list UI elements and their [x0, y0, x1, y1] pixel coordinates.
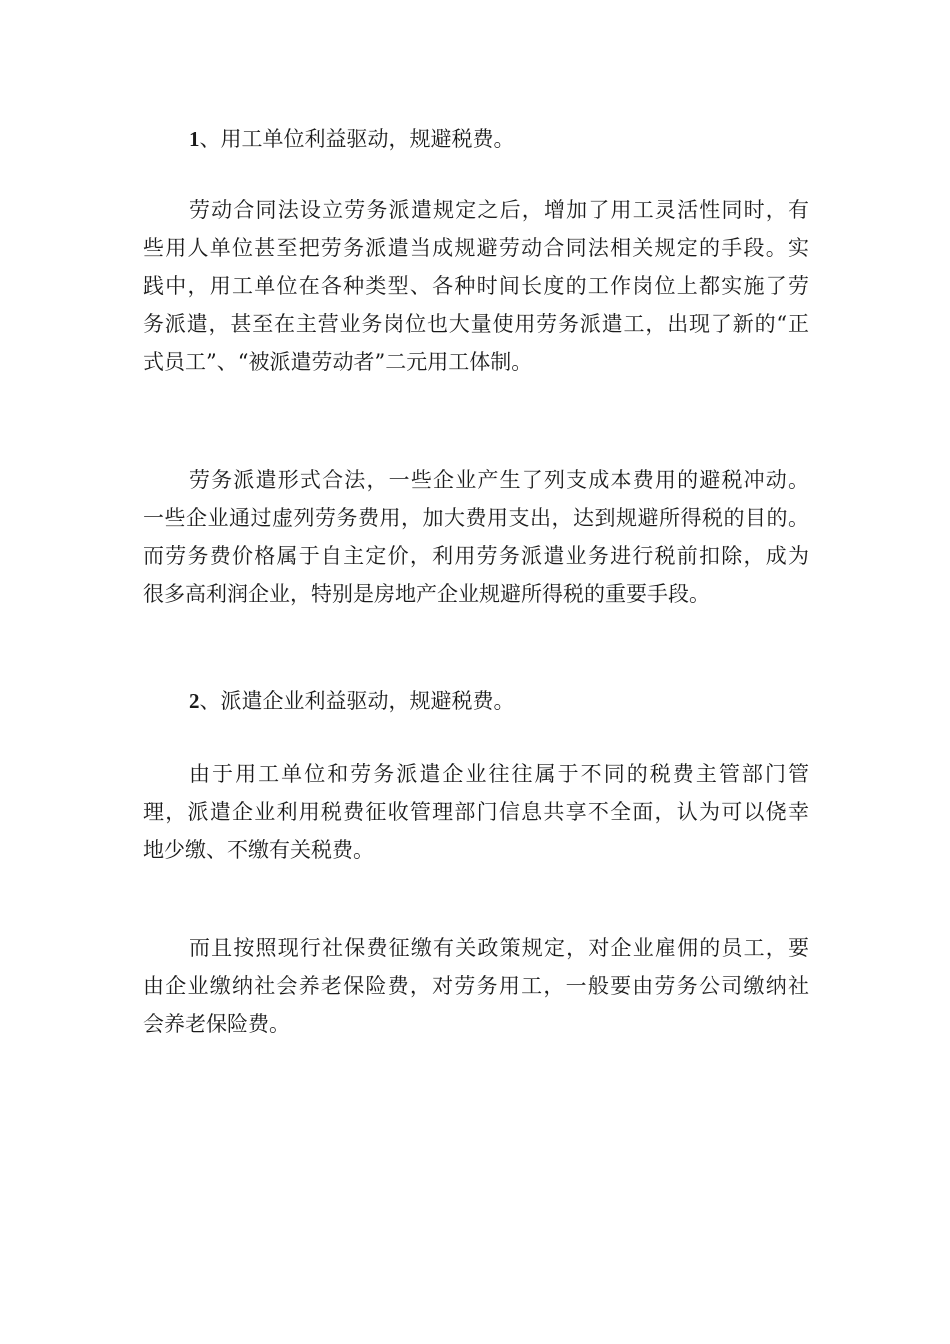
paragraph-1 — [143, 191, 809, 381]
section-2-heading — [143, 682, 809, 720]
paragraph-2-line-1: 劳务派遣形式合法，一些企业产生了列支成本费用的避税冲动。 — [189, 468, 809, 492]
section-1-number: 1 — [189, 127, 200, 151]
paragraph-2 — [143, 461, 809, 613]
paragraph-2-line-3: 而劳务费价格属于自主定价，利用劳务派遣业务进行税前扣除，成为 — [143, 544, 809, 568]
paragraph-3-line-2: 理，派遣企业利用税费征收管理部门信息共享不全面，认为可以侥幸 — [143, 800, 809, 824]
paragraph-4-line-1: 而且按照现行社保费征缴有关政策规定，对企业雇佣的员工，要 — [189, 936, 809, 960]
paragraph-3 — [143, 755, 809, 869]
paragraph-1-line-2: 些用人单位甚至把劳务派遣当成规避劳动合同法相关规定的手段。实 — [143, 236, 809, 260]
section-2-title: 、派遣企业利益驱动，规避税费。 — [199, 689, 515, 713]
section-1-title: 、用工单位利益驱动，规避税费。 — [199, 127, 515, 151]
section-1-heading — [143, 120, 809, 158]
paragraph-2-line-2: 一些企业通过虚列劳务费用，加大费用支出，达到规避所得税的目的。 — [143, 506, 809, 530]
paragraph-1-line-3: 践中，用工单位在各种类型、各种时间长度的工作岗位上都实施了劳 — [143, 274, 809, 298]
paragraph-4-line-2: 由企业缴纳社会养老保险费，对劳务用工，一般要由劳务公司缴纳社 — [143, 974, 809, 998]
paragraph-3-line-3: 地少缴、不缴有关税费。 — [143, 838, 374, 862]
paragraph-4-line-3: 会养老保险费。 — [143, 1012, 290, 1036]
paragraph-4 — [143, 929, 809, 1043]
paragraph-1-line-5: 式员工”、“被派遣劳动者”二元用工体制。 — [143, 350, 533, 374]
paragraph-3-line-1: 由于用工单位和劳务派遣企业往往属于不同的税费主管部门管 — [189, 762, 809, 786]
paragraph-1-line-1: 劳动合同法设立劳务派遣规定之后，增加了用工灵活性同时，有 — [189, 198, 809, 222]
paragraph-2-line-4: 很多高利润企业，特别是房地产企业规避所得税的重要手段。 — [143, 582, 710, 606]
section-2-number: 2 — [189, 689, 200, 713]
paragraph-1-line-4: 务派遣，甚至在主营业务岗位也大量使用劳务派遣工，出现了新的“正 — [143, 312, 809, 336]
